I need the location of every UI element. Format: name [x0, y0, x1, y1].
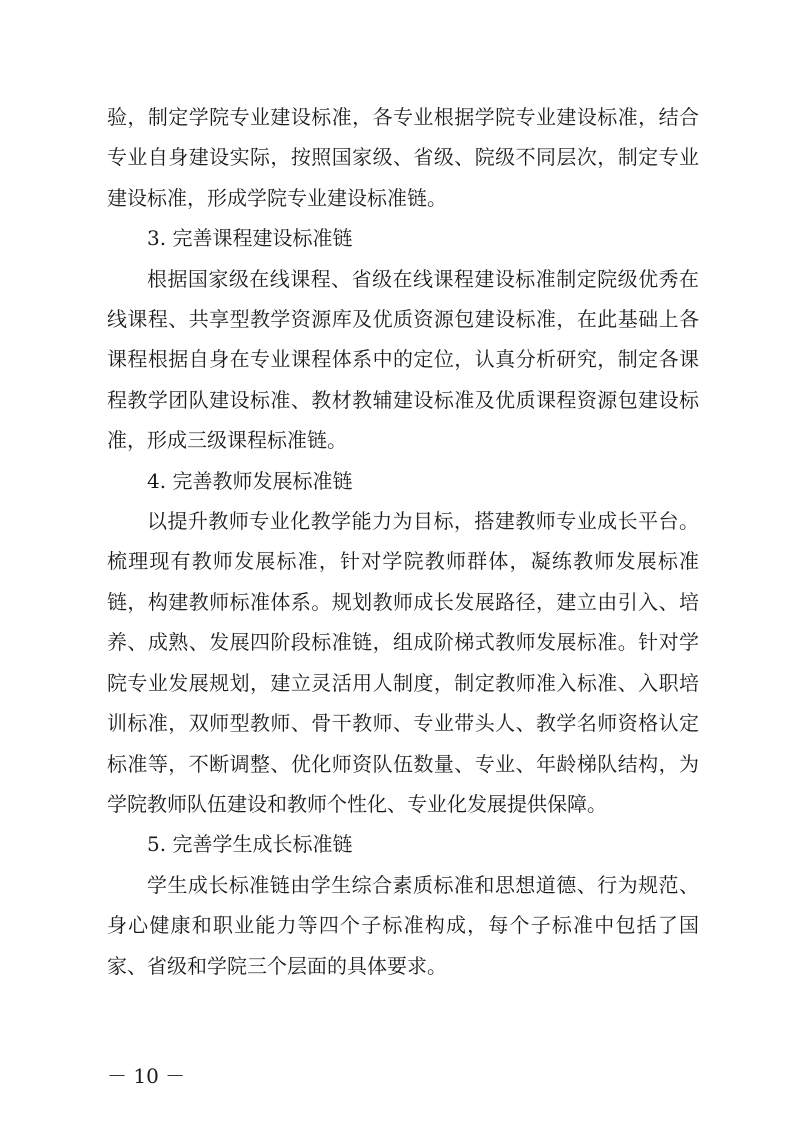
paragraph-student-standards: 学生成长标准链由学生综合素质标准和思想道德、行为规范、身心健康和职业能力等四个子标准构成，每个子标准中包括了国家、省级和学院三个层面的具体要求。 — [107, 872, 699, 978]
paragraph-professional-standards-continued: 验，制定学院专业建设标准，各专业根据学院专业建设标准，结合专业自身建设实际，按照国家级、省级、院级不同层次，制定专业建设标准，形成学院专业建设标准链。 — [107, 105, 699, 210]
heading-course-standards: 3. 完善课程建设标准链 — [147, 226, 353, 251]
heading-student-standards: 5. 完善学生成长标准链 — [147, 832, 353, 857]
document-body — [107, 97, 699, 986]
heading-teacher-standards: 4. 完善教师发展标准链 — [147, 468, 353, 493]
page-number: － 10 － — [107, 1064, 186, 1088]
paragraph-course-standards: 根据国家级在线课程、省级在线课程建设标准制定院级优秀在线课程、共享型教学资源库及优质资源包建设标准，在此基础上各课程根据自身在专业课程体系中的定位，认真分析研究，制定各课程教学团队建设标准、教材教辅建设标准及优质课程资源包建设标准，形成三级课程标准链。 — [107, 266, 699, 453]
paragraph-teacher-standards: 以提升教师专业化教学能力为目标，搭建教师专业成长平台。梳理现有教师发展标准，针对学院教师群体，凝练教师发展标准链，构建教师标准体系。规划教师成长发展路径，建立由引入、培养、成熟、发展四阶段标准链，组成阶梯式教师发展标准。针对学院专业发展规划，建立灵活用人制度，制定教师准入标准、入职培训标准，双师型教师、骨干教师、专业带头人、教学名师资格认定标准等，不断调整、优化师资队伍数量、专业、年龄梯队结构，为学院教师队伍建设和教师个性化、专业化发展提供保障。 — [107, 509, 699, 816]
